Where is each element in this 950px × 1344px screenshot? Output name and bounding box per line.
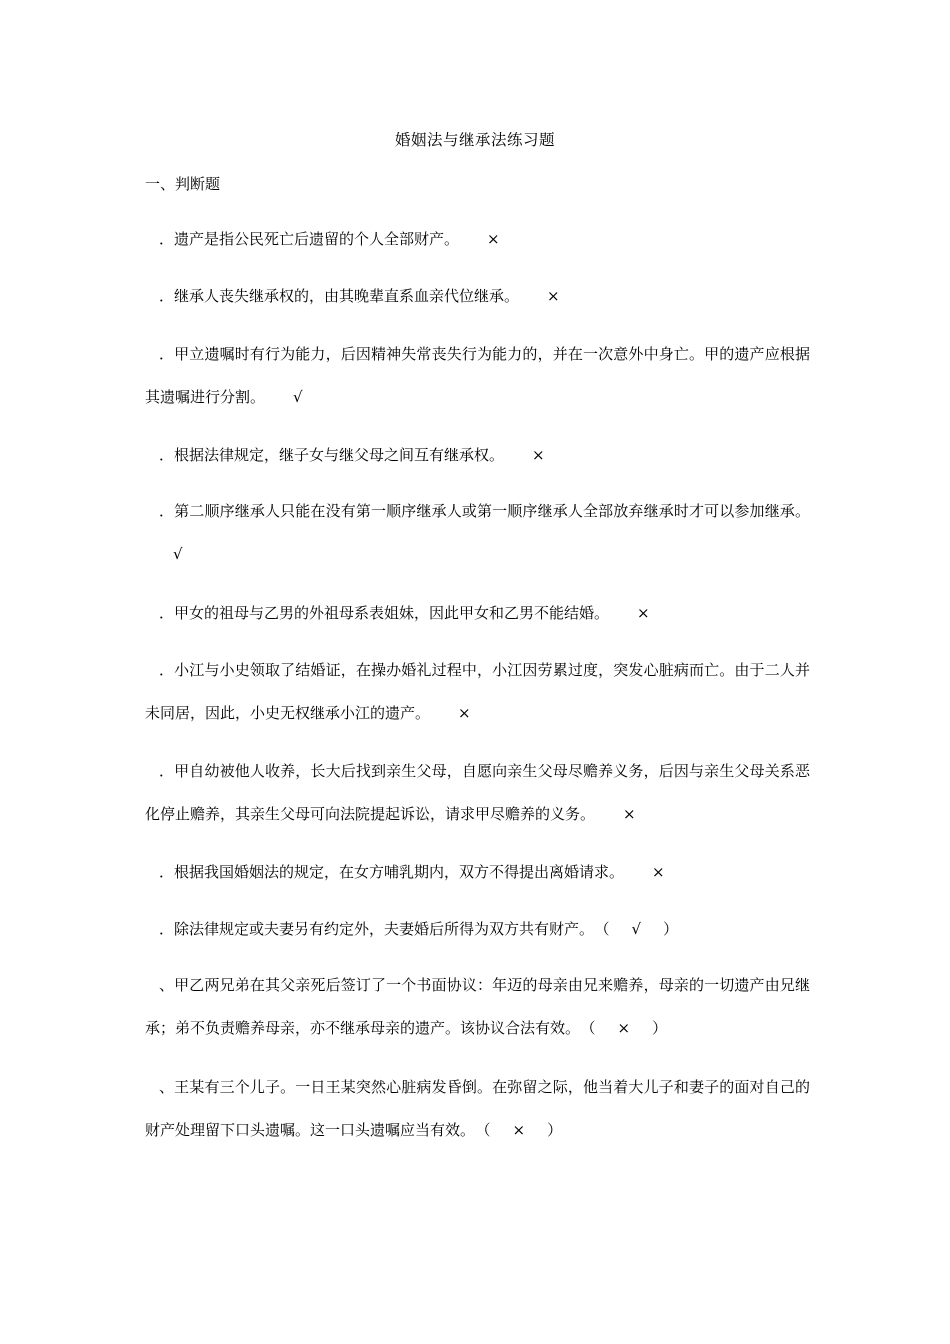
question-item — [145, 490, 810, 576]
question-text: 遗产是指公民死亡后遗留的个人全部财产。 — [174, 230, 460, 248]
question-answer: × — [623, 805, 636, 823]
question-prefix: ． — [159, 230, 175, 248]
question-answer: × — [547, 287, 560, 305]
question-item — [145, 750, 810, 836]
question-text: 甲乙两兄弟在其父亲死后签订了一个书面协议：年迈的母亲由兄来赡养，母亲的一切遗产由兄继承；弟不负责赡养母亲，亦不继承母亲的遗产。该协议合法有效。 — [145, 976, 810, 1037]
question-answer: √ — [631, 920, 642, 938]
question-text: 除法律规定或夫妻另有约定外，夫妻婚后所得为双方共有财产。 — [174, 920, 595, 938]
question-answer: × — [532, 446, 545, 464]
answer-paren-close: ） — [547, 1121, 563, 1139]
question-answer: × — [652, 863, 665, 881]
question-prefix: ． — [159, 446, 175, 464]
section-heading: 一、判断题 — [145, 175, 221, 193]
question-answer: × — [487, 230, 500, 248]
question-text: 根据法律规定，继子女与继父母之间互有继承权。 — [174, 446, 505, 464]
question-prefix: ． — [159, 604, 175, 622]
question-text: 甲自幼被他人收养，长大后找到亲生父母，自愿向亲生父母尽赡养义务，后因与亲生父母关系恶化停止赡养，其亲生父母可向法院提起诉讼，请求甲尽赡养的义务。 — [145, 762, 810, 823]
question-item — [145, 434, 810, 477]
question-text: 继承人丧失继承权的，由其晚辈直系血亲代位继承。 — [174, 287, 520, 305]
question-text: 甲立遗嘱时有行为能力，后因精神失常丧失行为能力的，并在一次意外中身亡。甲的遗产应根据其遗嘱进行分割。 — [145, 345, 810, 406]
question-text: 根据我国婚姻法的规定，在女方哺乳期内，双方不得提出离婚请求。 — [174, 863, 625, 881]
question-prefix: ． — [159, 287, 175, 305]
question-prefix: ． — [159, 345, 175, 363]
question-item — [145, 333, 810, 419]
question-prefix: ． — [159, 502, 175, 520]
question-answer: × — [637, 604, 650, 622]
document-title: 婚姻法与继承法练习题 — [394, 131, 555, 149]
answer-paren-open: （ — [602, 920, 610, 938]
answer-paren-close: ） — [652, 1019, 668, 1037]
question-item — [145, 592, 810, 635]
question-answer: × — [617, 1019, 631, 1037]
answer-paren-close: ） — [663, 920, 679, 938]
question-answer: × — [458, 704, 471, 722]
question-prefix: ． — [159, 920, 175, 938]
question-text: 王某有三个儿子。一日王某突然心脏病发昏倒。在弥留之际，他当着大儿子和妻子的面对自己的财产处理留下口头遗嘱。这一口头遗嘱应当有效。 — [145, 1078, 810, 1139]
question-item — [145, 908, 810, 951]
question-prefix: 、 — [159, 1078, 175, 1096]
question-item — [145, 851, 810, 894]
question-text: 第二顺序继承人只能在没有第一顺序继承人或第一顺序继承人全部放弃继承时才可以参加继承。 — [174, 502, 810, 520]
question-text: 小江与小史领取了结婚证，在操办婚礼过程中，小江因劳累过度，突发心脏病而亡。由于二人并未同居，因此，小史无权继承小江的遗产。 — [145, 661, 810, 722]
question-prefix: ． — [159, 661, 175, 679]
question-item — [145, 964, 810, 1050]
question-item — [145, 649, 810, 735]
question-prefix: ． — [159, 863, 175, 881]
answer-paren-open: （ — [483, 1121, 491, 1139]
question-item — [145, 218, 810, 261]
question-answer: √ — [173, 545, 183, 563]
question-prefix: ． — [159, 762, 175, 780]
question-item — [145, 275, 810, 318]
question-prefix: 、 — [159, 976, 175, 994]
question-item — [145, 1066, 810, 1152]
question-text: 甲女的祖母与乙男的外祖母系表姐妹，因此甲女和乙男不能结婚。 — [174, 604, 610, 622]
question-answer: √ — [293, 388, 303, 406]
question-answer: × — [512, 1121, 526, 1139]
answer-paren-open: （ — [588, 1019, 596, 1037]
